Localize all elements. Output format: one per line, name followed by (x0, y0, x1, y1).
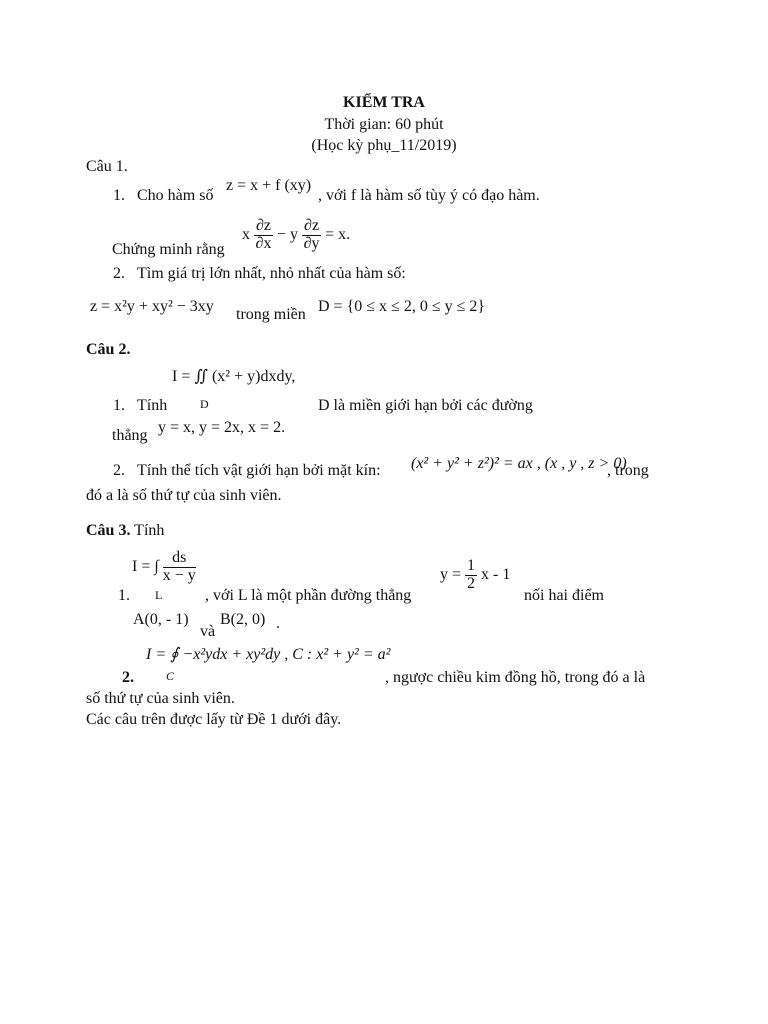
q1-heading: Câu 1. (86, 158, 128, 175)
footer-note: Các câu trên được lấy từ Đề 1 dưới đây. (86, 711, 342, 728)
q3-line-equation (440, 558, 510, 593)
q3-integral-sign: I = ∫ (132, 557, 159, 575)
q1-function-formula: z = x + f (xy) (226, 177, 312, 194)
q3-p2-integral: I = ∮ −x²ydx + xy²dy , C : x² + y² = a² (146, 646, 391, 663)
exam-term: (Học kỳ phụ_11/2019) (311, 137, 457, 154)
q1-pde-equation (242, 218, 350, 253)
q2-p1-text-b: D là miền giới hạn bởi các đường (318, 397, 533, 414)
q3-and: và (200, 623, 216, 640)
q2-boundary-lines: y = x, y = 2x, x = 2. (158, 419, 286, 436)
q3-p2-number: 2. (122, 669, 134, 686)
q3-point-B: B(2, 0) (220, 611, 266, 628)
q2-heading: Câu 2. (86, 341, 131, 358)
q1-eq-x: x (242, 225, 250, 243)
q1-p1-number: 1. (113, 187, 125, 204)
q1-p1-text-a: Cho hàm số (137, 187, 214, 204)
q1-eq-rhs: = x. (325, 225, 351, 243)
q1-frac-dzdy (302, 218, 321, 253)
q3-heading-rest: Tính (134, 522, 165, 539)
q2-p2-number: 2. (113, 462, 125, 479)
q3-heading-line (86, 523, 164, 539)
q2-p1-number: 1. (113, 397, 125, 414)
q3-line-integral (132, 550, 196, 585)
q1-frac-dz-2: ∂z (304, 217, 320, 234)
q3-integrand-fraction (163, 550, 196, 585)
q2-double-integral: I = ∬ (x² + y)dxdy, (172, 368, 296, 385)
q3-p2-subscript-C: C (166, 669, 175, 683)
q3-integrand-den: x − y (162, 566, 196, 584)
q1-p2-domain-label: trong miền (236, 306, 306, 323)
q1-prove-label: Chứng minh rằng (112, 241, 225, 258)
q3-p1-text-b: nối hai điểm (524, 587, 604, 604)
q3-p1-period: . (276, 615, 280, 632)
exam-time: Thời gian: 60 phút (324, 116, 444, 133)
q1-frac-dy: ∂y (303, 234, 320, 252)
q1-p2-text: Tìm giá trị lớn nhất, nhỏ nhất của hàm số: (137, 265, 406, 282)
q2-closed-surface: (x² + y² + z²)² = ax , (x , y , z > 0) (411, 455, 627, 472)
exam-title: KIỂM TRA (343, 94, 425, 111)
q1-frac-dzdx (254, 218, 273, 253)
q3-line-den: 2 (467, 574, 476, 592)
q1-p1-text-b: , với f là hàm số tùy ý có đạo hàm. (318, 187, 540, 204)
q3-line-num: 1 (467, 557, 476, 574)
q3-heading: Câu 3. (86, 522, 131, 539)
q3-integrand-ds: ds (163, 550, 196, 568)
q3-line-lhs: y = (440, 565, 462, 583)
q3-p2-text-a: , ngược chiều kim đồng hồ, trong đó a là (385, 669, 646, 686)
q1-eq-minus-y: − y (277, 225, 299, 243)
q2-p2-text-b: , trong (607, 462, 649, 479)
q2-p1-text-a: Tính (137, 397, 168, 414)
q1-frac-dz: ∂z (256, 217, 272, 234)
q3-p1-text-a: , với L là một phần đường thẳng (205, 587, 412, 604)
q3-line-rhs: x - 1 (481, 565, 511, 583)
q1-p2-domain: D = {0 ≤ x ≤ 2, 0 ≤ y ≤ 2} (318, 298, 486, 315)
q2-integral-subscript: D (200, 397, 209, 411)
q2-p2-text-a: Tính thể tích vật giới hạn bởi mặt kín: (137, 462, 381, 479)
q1-frac-dx: ∂x (255, 234, 272, 252)
q2-p2-text-c: đó a là số thứ tự của sinh viên. (86, 487, 282, 504)
q1-p2-function: z = x²y + xy² − 3xy (90, 298, 214, 315)
q3-line-fraction (465, 558, 477, 593)
q3-point-A: A(0, - 1) (133, 611, 189, 628)
q3-p1-number: 1. (118, 587, 130, 604)
q3-p2-text-b: số thứ tự của sinh viên. (86, 690, 235, 707)
q3-integral-subscript-L: L (155, 588, 163, 602)
q2-p1-text-c: thẳng (112, 427, 148, 444)
q1-p2-number: 2. (113, 265, 125, 282)
